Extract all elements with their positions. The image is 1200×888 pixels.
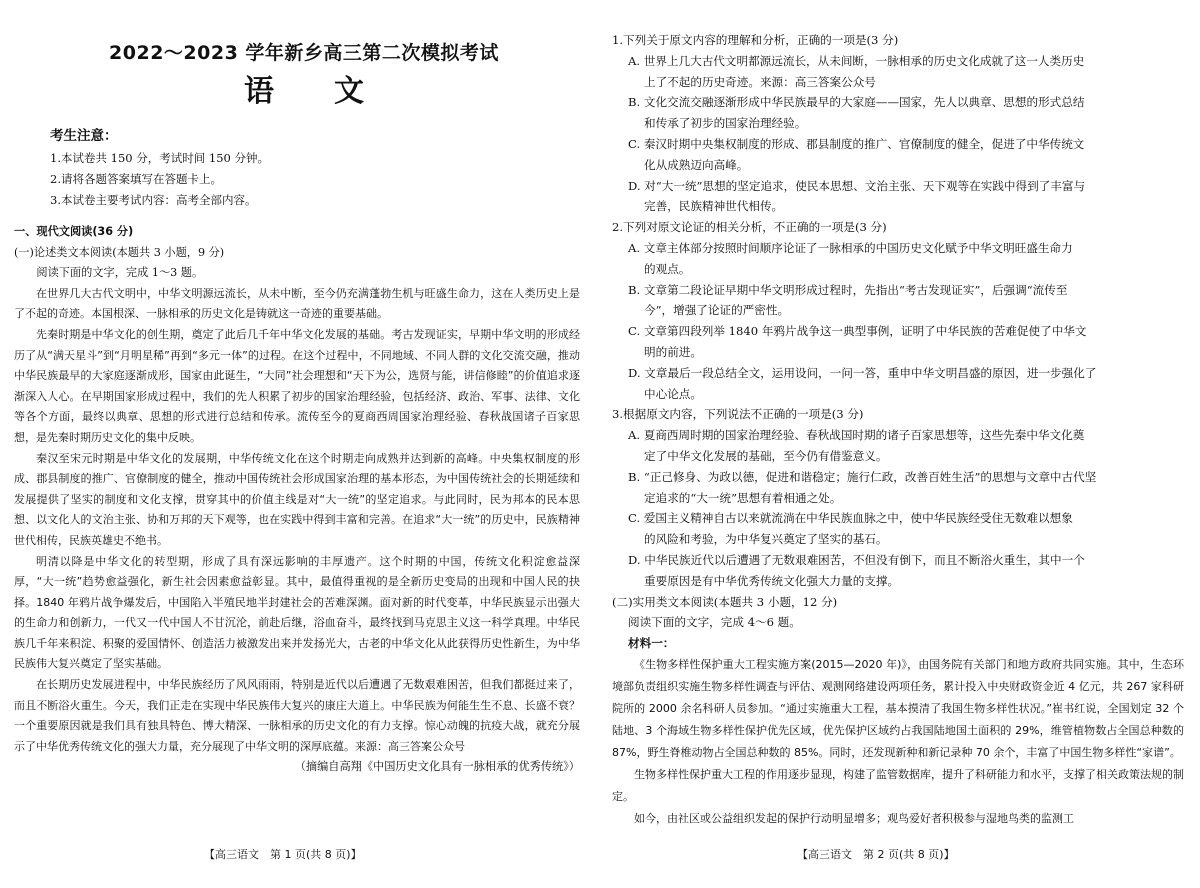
notice-item: 2.请将各题答案填写在答题卡上。 (50, 172, 222, 186)
option-a: A. 世界上几大古代文明都源远流长，从未间断，一脉相承的历史文化成就了这一人类历史 (628, 53, 1085, 68)
passage-paragraph: 明清以降是中华文化的转型期，形成了具有深远影响的丰厚遗产。这个时期的中国，传统文化积淀愈益深厚，“大一统”趋势愈益强化，新生社会因素愈益彰显。其中，最值得重视的是全新历史变局的出现和中国人民的抉择。1840 年鸦片战争爆发后，中国陷入半殖民地半封建社会的苦难深渊。面对新的时代变革，中华民族显示出强大的生命力和创新力，一代又一代中国人不甘沉沦，前赴后继，浴血奋斗，最终找到马克思主义这一科学真理。中华民族几千年来积淀、积聚的爱国情怀、创造活力被激发出来并发扬光大，古老的中华文化从此获得历史性新生，为中华民族伟大复兴奠定了坚实基础。 (14, 554, 580, 671)
questions-section (612, 30, 1184, 830)
material-paragraph: 《生物多样性保护重大工程实施方案(2015—2020 年)》，由国务院有关部门和地方政府共同实施。其中，生态环境部负责组织实施生物多样性调查与评估、观测网络建设两项任务，累计投入中央财政资金近 4 亿元，共 267 家科研院所的 2000 余名科研人员参加。“通过实施重大工程，基本摸清了我国生物多样性状况。”崔书红说，全国划定 32 个陆地、3 个海域生物多样性保护优先区域，优先保护区域约占我国陆地国土面积的 29%，维管植物数占全国总种数的 87%，野生脊椎动物占全国总种数的 85%。同时，还发现新种和新记录种 70 余个，丰富了中国生物多样性“家谱”。 (612, 657, 1184, 759)
option-d-cont: 中心论点。 (644, 386, 702, 401)
notice-heading: 考生注意： (50, 128, 118, 144)
option-a-cont: 的观点。 (644, 261, 691, 276)
section-heading: 一、现代文阅读(36 分) (14, 225, 134, 238)
question-stem: 3.根据原文内容，下列说法不正确的一项是(3 分) (612, 407, 864, 422)
option-a: A. 文章主体部分按照时间顺序论证了一脉相承的中国历史文化赋予中华文明旺盛生命力 (628, 240, 1073, 255)
option-a-cont: 定了中华文化发展的基础，至今仍有借鉴意义。 (644, 448, 888, 463)
material-label: 材料一： (628, 636, 675, 651)
option-b-cont: 定追求的“大一统”思想有着相通之处。 (644, 490, 842, 505)
passage-paragraph: 秦汉至宋元时期是中华文化的发展期，中华传统文化在这个时期走向成熟并达到新的高峰。中央集权制度的形成、郡县制度的推广、官僚制度的健全，推动中国传统社会形成国家治理的基本形态，为中国传统社会的长期延续和发展提供了坚实的制度和文化支撑，贯穿其中的价值主线是对“大一统”的坚定追求。与此同时，民为邦本的民本思想、以文化人的文治主张、协和万邦的天下观等，也在实践中得到丰富和完善。在追求“大一统”的历史中，民族精神世代相传，民族英雄史不绝书。 (14, 451, 580, 547)
page-footer: 【高三语文 第 1 页(共 8 页)】 (204, 848, 362, 861)
option-a-cont: 上了不起的历史奇迹。来源：高三答案公众号 (644, 74, 876, 89)
option-d: D. 文章最后一段总结全文，运用设问，一问一答，重申中华文明昌盛的原因，进一步强化了 (628, 365, 1097, 380)
subsection-heading: (一)论述类文本阅读(本题共 3 小题，9 分) (14, 245, 225, 259)
question-stem: 1.下列关于原文内容的理解和分析，正确的一项是(3 分) (612, 33, 899, 47)
option-d-cont: 重要原因是有中华优秀传统文化强大力量的支撑。 (644, 573, 900, 588)
instruction: 阅读下面的文字，完成 4～6 题。 (628, 615, 801, 630)
passage (14, 284, 580, 758)
instruction: 阅读下面的文字，完成 1～3 题。 (36, 266, 204, 280)
subsection-heading: (二)实用类文本阅读(本题共 3 小题，12 分) (612, 594, 838, 609)
option-a: A. 夏商西周时期的国家治理经验、春秋战国时期的诸子百家思想等，这些先秦中华文化奠 (628, 428, 1085, 443)
option-c: C. 文章第四段列举 1840 年鸦片战争这一典型事例，证明了中华民族的苦难促使了中华文 (628, 324, 1087, 339)
question (612, 217, 1184, 404)
exam-title: 2022～2023 学年新乡高三第二次模拟考试 (109, 42, 499, 64)
option-d: D. 对“大一统”思想的坚定追求，使民本思想、文治主张、天下观等在实践中得到了丰富与 (628, 178, 1086, 193)
option-c-cont: 明的前进。 (644, 344, 702, 359)
option-d: D. 中华民族近代以后遭遇了无数艰难困苦，不但没有倒下，而且不断浴火重生，其中一个 (628, 552, 1085, 567)
question-stem: 2.下列对原文论证的相关分析，不正确的一项是(3 分) (612, 220, 887, 235)
option-c-cont: 化从成熟迈向高峰。 (644, 157, 749, 172)
option-b-cont: 今”，增强了论证的严密性。 (644, 303, 790, 318)
page-footer: 【高三语文 第 2 页(共 8 页)】 (797, 848, 955, 861)
material-passage (612, 654, 1184, 830)
passage-paragraph: 在世界几大古代文明中，中华文明源远流长，从未中断，至今仍充满蓬勃生机与旺盛生命力，这在人类历史上是了不起的奇迹。本国根深、一脉相承的历史文化是铸就这一奇迹的重要基础。 (14, 286, 580, 321)
material-paragraph: 如今，由社区或公益组织发起的保护行动明显增多；观鸟爱好者积极参与湿地鸟类的监测工 (634, 811, 1074, 825)
reading-section (14, 222, 580, 778)
question (612, 30, 1184, 217)
option-c: C. 秦汉时期中央集权制度的形成、郡县制度的推广、官僚制度的健全，促进了中华传统文 (628, 136, 1085, 151)
subject-title: 语文 (244, 74, 424, 109)
question (612, 404, 1184, 591)
option-b: B. “正己修身、为政以德，促进和谐稳定；施行仁政，改善百姓生活”的思想与文章中古代坚 (628, 469, 1097, 484)
option-b-cont: 和传承了初步的国家治理经验。 (644, 116, 807, 131)
passage-paragraph: 先秦时期是中华文化的创生期，奠定了此后几千年中华文化发展的基础。考古发现证实，早期中华文明的形成经历了从“满天星斗”到“月明星稀”再到“多元一体”的过程。在这个过程中，不同地域、不同人群的文化交流交融，推动中华民族最早的大家庭逐渐成形，国家由此诞生，“大同”社会理想和“天下为公，选贤与能，讲信修睦”的价值追求逐渐深入人心。在早期国家形成过程中，我们的先人积累了初步的国家治理经验，包括经济、政治、军事、法律、文化等各个方面，最终以典章、思想的形式进行总结和传承。流传至今的夏商西周国家治理经验、春秋战国诸子百家思想，是先秦时期历史文化的集中反映。 (14, 327, 580, 444)
notice-box (50, 124, 570, 211)
option-b: B. 文化交流交融逐渐形成中华民族最早的大家庭——国家，先人以典章、思想的形式总结 (628, 95, 1085, 110)
option-d-cont: 完善，民族精神世代相传。 (644, 199, 784, 214)
passage-source: （摘编自高翔《中国历史文化具有一脉相承的优秀传统》） (294, 760, 580, 774)
option-c-cont: 的风险和考验，为中华复兴奠定了坚实的基石。 (644, 532, 888, 547)
notice-item: 1.本试卷共 150 分，考试时间 150 分钟。 (50, 151, 269, 165)
material-paragraph: 生物多样性保护重大工程的作用逐步显现，构建了监管数据库，提升了科研能力和水平，支撑了相关政策法规的制定。 (612, 767, 1184, 803)
option-c: C. 爱国主义精神自古以来就流淌在中华民族血脉之中，使中华民族经受住无数难以想象 (628, 511, 1073, 526)
option-b: B. 文章第二段论证早期中华文明形成过程时，先指出“考古发现证实”，后强调“流传至 (628, 282, 1068, 297)
passage-paragraph: 在长期历史发展进程中，中华民族经历了风风雨雨，特别是近代以后遭遇了无数艰难困苦，但我们都挺过来了，而且不断浴火重生。今天，我们正走在实现中华民族伟大复兴的康庄大道上。中华民族为何能生生不息、长盛不衰？一个重要原因就是我们具有独具特色、博大精深、一脉相承的历史文化的有力支撑。惊心动魄的抗疫大战，就充分展示了中华优秀传统文化的强大力量，充分展现了中华文明的深厚底蕴。来源：高三答案公众号 (14, 678, 580, 753)
notice-item: 3.本试卷主要考试内容：高考全部内容。 (50, 193, 257, 207)
